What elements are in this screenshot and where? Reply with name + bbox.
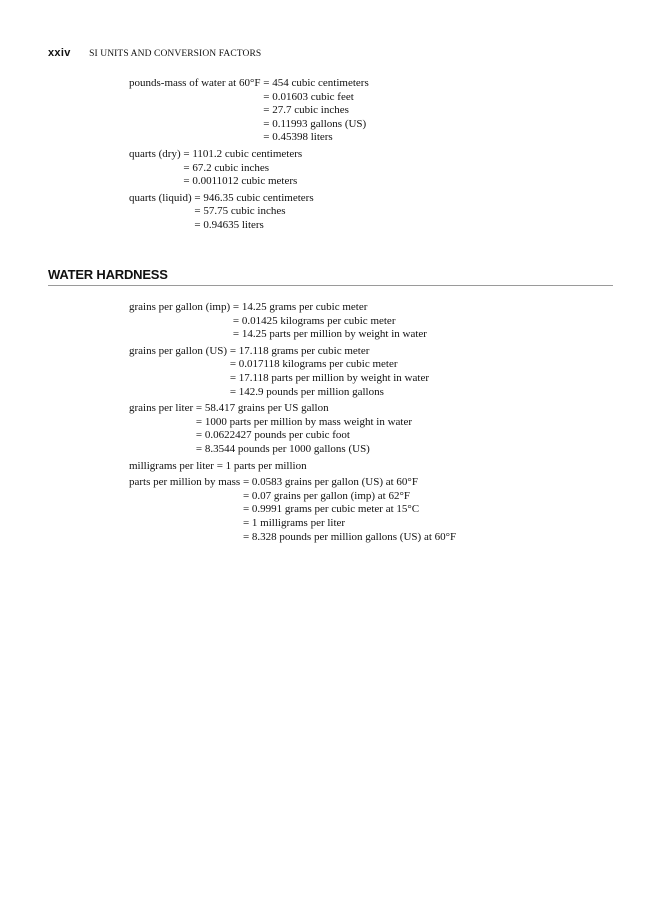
conversion-line [129, 517, 456, 531]
equivalent-value: = 1 milligrams per liter [240, 516, 346, 529]
conversion-entry [129, 301, 456, 342]
conversion-line [129, 315, 456, 329]
conversion-block-water-hardness [129, 301, 456, 544]
running-header [48, 47, 261, 60]
conversion-line [129, 77, 369, 91]
equivalent-value: = 27.7 cubic inches [260, 104, 349, 117]
conversion-line [129, 162, 369, 176]
conversion-line [129, 372, 456, 386]
conversion-line [129, 358, 456, 372]
quantity-label: pounds-mass of water at 60°F [129, 77, 261, 89]
equivalent-value: = 1 parts per million [213, 459, 307, 472]
equivalent-value: = 17.118 grams per cubic meter [227, 344, 370, 357]
conversion-line [129, 205, 369, 219]
conversion-block-units [129, 77, 369, 233]
equivalent-value: = 454 cubic centimeters [260, 77, 369, 89]
equivalent-value: = 0.017118 kilograms per cubic meter [227, 358, 398, 371]
conversion-line [129, 175, 369, 189]
conversion-entry [129, 77, 369, 145]
running-title: SI UNITS AND CONVERSION FACTORS [89, 49, 262, 59]
section-heading: WATER HARDNESS [48, 267, 168, 282]
conversion-entry [129, 148, 369, 189]
conversion-entry [129, 192, 369, 233]
equivalent-value: = 8.328 pounds per million gallons (US) at 60°F [240, 530, 457, 543]
conversion-line [129, 416, 456, 430]
equivalent-value: = 1000 parts per million by mass weight in water [193, 415, 412, 428]
equivalent-value: = 0.45398 liters [260, 131, 333, 144]
conversion-line [129, 148, 369, 162]
equivalent-value: = 17.118 parts per million by weight in water [227, 371, 429, 384]
equivalent-value: = 0.94635 liters [191, 218, 264, 231]
quantity-label: grains per gallon (US) [129, 344, 228, 357]
conversion-entry [129, 476, 456, 544]
conversion-line [129, 386, 456, 400]
equivalent-value: = 67.2 cubic inches [180, 161, 270, 174]
equivalent-value: = 0.01425 kilograms per cubic meter [230, 314, 396, 327]
page-number: xxiv [48, 47, 71, 59]
equivalent-value: = 14.25 grams per cubic meter [230, 301, 368, 313]
conversion-line [129, 531, 456, 545]
equivalent-value: = 58.417 grains per US gallon [193, 402, 329, 415]
equivalent-value: = 946.35 cubic centimeters [191, 191, 314, 204]
conversion-line [129, 192, 369, 206]
conversion-line [129, 345, 456, 359]
conversion-line [129, 460, 456, 474]
quantity-label: quarts (liquid) [129, 191, 192, 204]
equivalent-value: = 0.11993 gallons (US) [260, 117, 367, 130]
conversion-line [129, 301, 456, 315]
quantity-label: grains per liter [129, 402, 194, 415]
equivalent-value: = 14.25 parts per million by weight in water [230, 328, 427, 341]
quantity-label: grains per gallon (imp) [129, 301, 231, 313]
conversion-line [129, 104, 369, 118]
equivalent-value: = 0.0011012 cubic meters [180, 175, 298, 188]
equivalent-value: = 57.75 cubic inches [191, 205, 286, 218]
quantity-label: milligrams per liter [129, 459, 214, 472]
conversion-entry [129, 345, 456, 399]
equivalent-value: = 0.01603 cubic feet [260, 90, 354, 103]
conversion-line [129, 91, 369, 105]
equivalent-value: = 8.3544 pounds per 1000 gallons (US) [193, 442, 370, 455]
conversion-line [129, 443, 456, 457]
conversion-line [129, 219, 369, 233]
quantity-label: parts per million by mass [129, 476, 241, 489]
conversion-line [129, 429, 456, 443]
conversion-entry [129, 460, 456, 474]
conversion-line [129, 490, 456, 504]
quantity-label: quarts (dry) [129, 147, 181, 160]
equivalent-value: = 0.9991 grams per cubic meter at 15°C [240, 503, 420, 516]
conversion-line [129, 118, 369, 132]
equivalent-value: = 1101.2 cubic centimeters [180, 147, 303, 160]
equivalent-value: = 0.07 grains per gallon (imp) at 62°F [240, 489, 410, 502]
equivalent-value: = 0.0583 grains per gallon (US) at 60°F [240, 476, 418, 489]
conversion-line [129, 503, 456, 517]
conversion-line [129, 131, 369, 145]
conversion-line [129, 402, 456, 416]
conversion-entry [129, 402, 456, 456]
conversion-line [129, 476, 456, 490]
section-divider [48, 285, 613, 286]
equivalent-value: = 0.0622427 pounds per cubic foot [193, 429, 350, 442]
conversion-line [129, 328, 456, 342]
equivalent-value: = 142.9 pounds per million gallons [227, 385, 384, 398]
